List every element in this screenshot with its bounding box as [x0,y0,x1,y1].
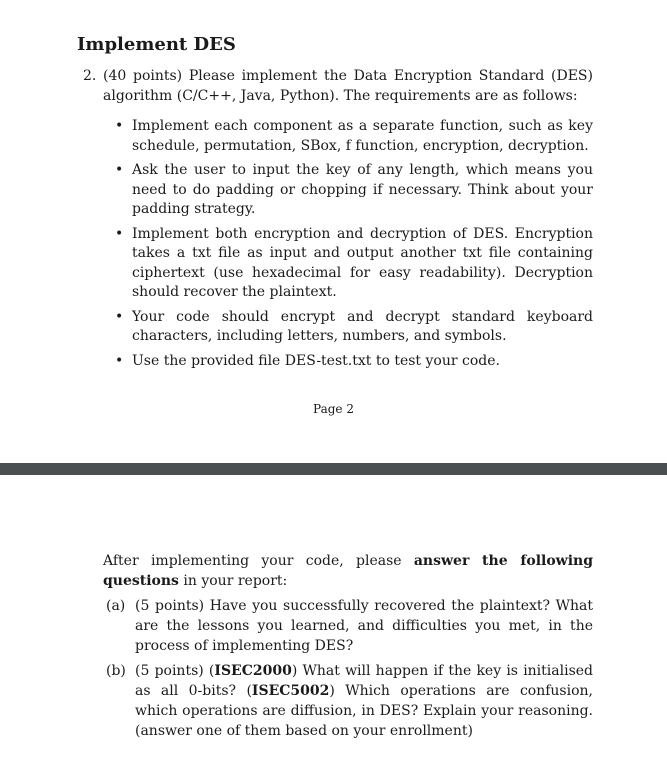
list-item: (b) (5 points) (ISEC2000) What will happen if the key is initialised as all 0-bits? (ISEC5002) Which operations are confusion, which operations are diffusion, in DES? Explain your reasoning. (answer one of them based on your enrollment) [106,663,593,739]
emphasis-text: answer the following questions [103,553,594,589]
requirement-text: Use the provided file DES-test.txt to test your code. [132,352,500,369]
question-text: (40 points) Please implement the Data Encryption Standard (DES) algorithm (C/C++, Java, Python). The requirements are as follows: [103,68,593,104]
requirements-list [115,117,593,376]
report-intro: After implementing your code, please answer the following questions in your report: [103,553,594,589]
list-item [106,596,593,656]
bullet-icon: • [115,161,124,178]
list-item [115,225,593,303]
question-text: (5 points) Have you successfully recovered the plaintext? What are the lessons you learned, and difficulties you met, in the process of implementing DES? [135,598,593,654]
list-item [115,308,593,347]
page-number: Page 2 [313,402,354,416]
question-label: (b) [106,663,126,679]
bullet-icon: • [115,225,124,242]
bullet-icon: • [115,118,124,134]
question-2 [83,66,593,106]
list-item [115,117,593,156]
question-label: (a) [106,598,126,614]
bullet-icon: • [115,352,124,369]
page-break-divider [0,463,667,475]
requirement-text: Ask the user to input the key of any length, which means you need to do padding or chopping if necessary. Think about your padding strategy. [132,161,593,218]
requirement-text: Implement each component as a separate function, such as key schedule, permutation, SBox, f function, encryption, decryption. [132,118,593,154]
report-questions-list [106,596,593,746]
list-item [115,352,593,372]
unit-code: ISEC2000 [214,663,292,679]
unit-code: ISEC5002 [251,683,330,699]
requirement-text: Your code should encrypt and decrypt standard keyboard characters, including letters, numbers, and symbols. [132,308,593,345]
requirement-text: Implement both encryption and decryption of DES. Encryption takes a txt file as input and output another txt file containing ciphertext (use hexadecimal for easy readability). Decryption should recover the plaintext. [132,225,593,301]
question-number: 2. [83,68,97,84]
bullet-icon: • [115,308,124,325]
section-title: Implement DES [77,34,236,55]
list-item [115,161,593,220]
